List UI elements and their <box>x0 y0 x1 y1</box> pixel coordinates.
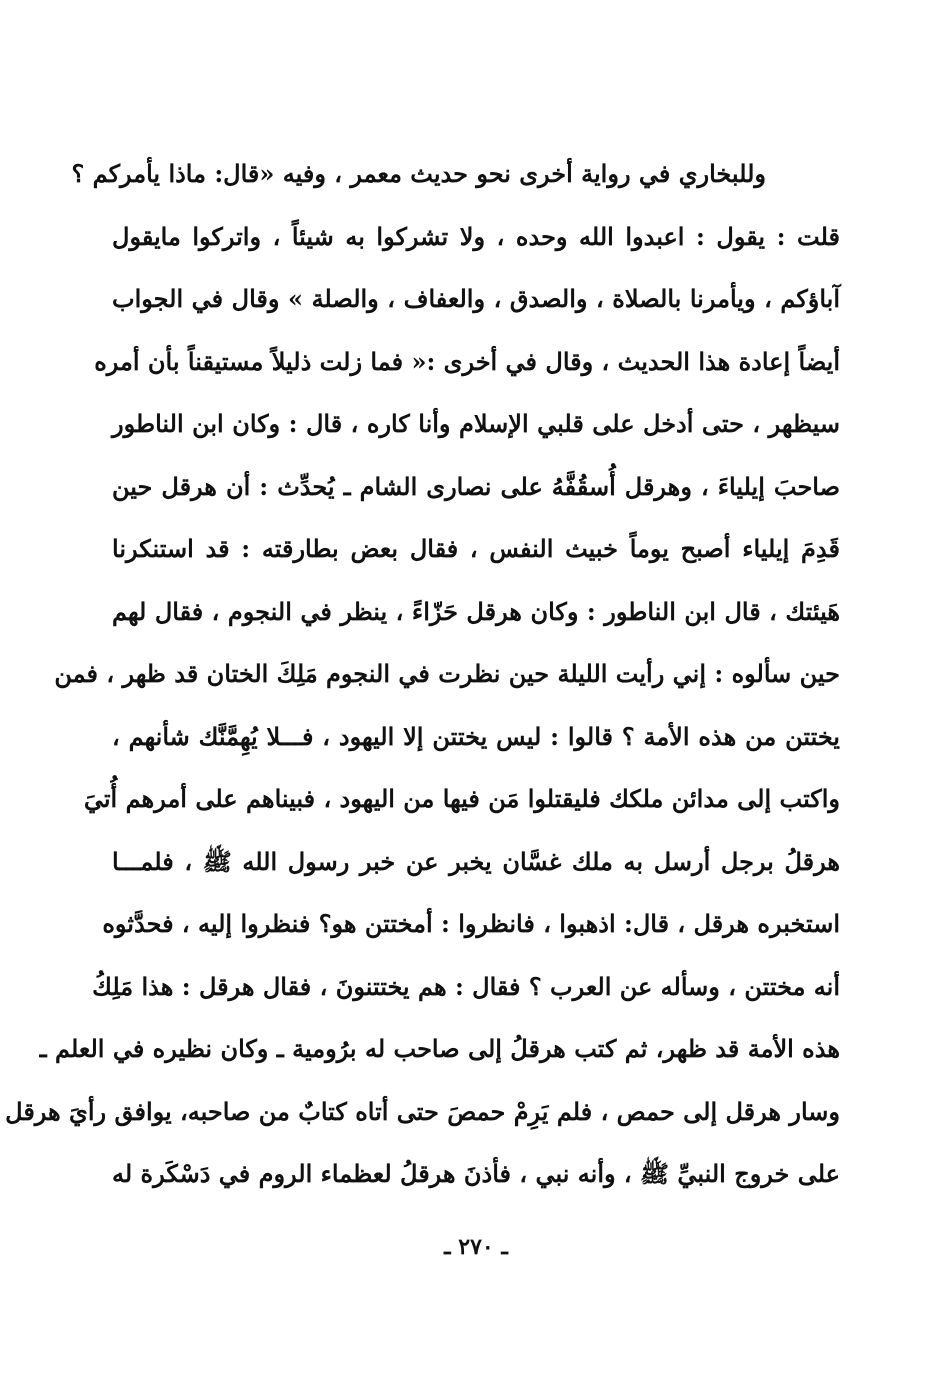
text-line: أيضاً إعادة هذا الحديث ، وقال في أخرى :« فما زلت ذليلاً مستيقناً بأن أمره <box>94 346 840 376</box>
text-line: آباؤكم ، ويأمرنا بالصلاة ، والصدق ، والعفاف ، والصلة » وقال في الجواب <box>112 284 840 313</box>
body-text <box>5 150 841 1213</box>
text-line: يختتن من هذه الأمة ؟ قالوا : ليس يختتن إلا اليهود ، فـــلا يُهِمَّنَّك شأنهم ، <box>112 721 840 751</box>
text-line: هرقلُ برجل أرسل به ملك غسَّان يخبر عن خبر رسول الله ﷺ ، فلمـــا <box>112 846 840 876</box>
text-line: أنه مختتن ، وسأله عن العرب ؟ فقال : هم يختتنونَ ، فقال هرقل : هذا مَلِكُ <box>92 971 840 1001</box>
text-line: على خروج النبيِّ ﷺ ، وأنه نبي ، فأذنَ هرقلُ لعظماء الروم في دَسْكَرة له <box>112 1159 840 1188</box>
text-line: حين سألوه : إني رأيت الليلة حين نظرت في النجوم مَلِكَ الختان قد ظهر ، فمن <box>54 659 840 688</box>
text-line: وسار هرقل إلى حمص ، فلم يَرِمْ حمصَ حتى أتاه كتابٌ من صاحبه، يوافق رأيَ هرقل <box>5 1096 840 1126</box>
text-line: هَيئتك ، قال ابن الناطور : وكان هرقل حَزّاءً ، ينظر في النجوم ، فقال لهم <box>112 596 840 626</box>
page-number: ـ ٢٧٠ ـ <box>444 1234 508 1260</box>
text-line: واكتب إلى مدائن ملكك فليقتلوا مَن فيها من اليهود ، فبيناهم على أمرهم أُتيَ <box>83 784 840 813</box>
text-line: قلت : يقول : اعبدوا الله وحده ، ولا تشركوا به شيئاً ، واتركوا مايقول <box>112 221 840 251</box>
text-line: استخبره هرقل ، قال: اذهبوا ، فانظروا : أمختتن هو؟ فنظروا إليه ، فحدَّثوه <box>102 909 840 938</box>
text-line: سيظهر ، حتى أدخل على قلبي الإسلام وأنا كاره ، قال : وكان ابن الناطور <box>112 409 840 438</box>
text-line: صاحبَ إيلياءَ ، وهرقل أُسقُفَّهُ على نصارى الشام ـ يُحدِّث : أن هرقل حين <box>112 471 841 501</box>
text-line: قَدِمَ إيلياء أصبح يوماً خبيث النفس ، فقال بعض بطارقته : قد استنكرنا <box>112 534 840 563</box>
text-line: وللبخاري في رواية أخرى نحو حديث معمر ، وفيه «قال: ماذا يأمركم ؟ <box>71 159 766 188</box>
text-line: هذه الأمة قد ظهر، ثم كتب هرقلُ إلى صاحب له برُومية ـ وكان نظيره في العلم ـ <box>39 1034 840 1063</box>
